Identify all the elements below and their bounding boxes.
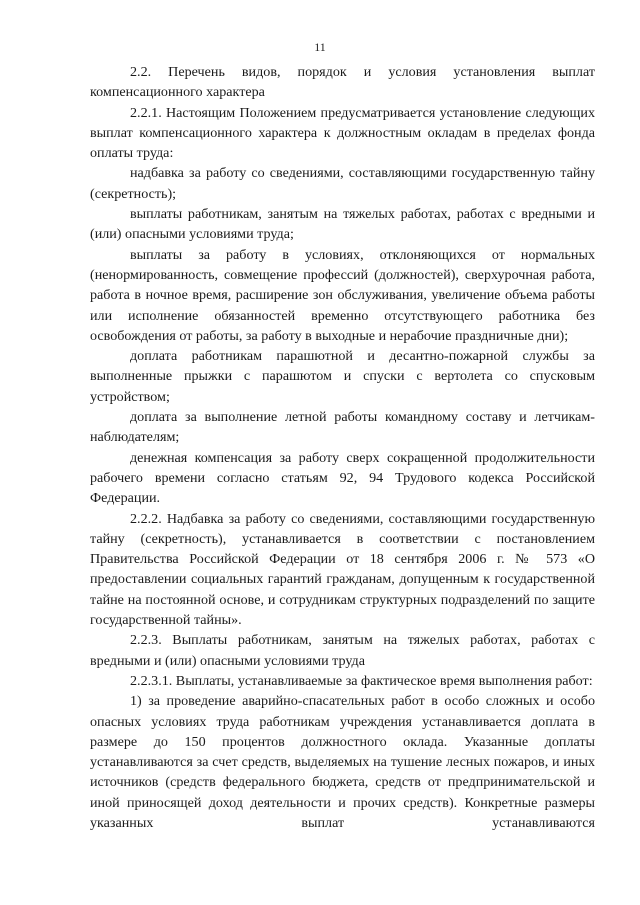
paragraph-2-2-1: 2.2.1. Настоящим Положением предусматривается установление следующих выплат компенсационного характера к должностным окладам в пределах фонда оплаты труда:: [90, 104, 595, 162]
list-item-hazardous-work-payments: выплаты работникам, занятым на тяжелых работах, работах с вредными и (или) опасными условиями труда;: [90, 206, 595, 243]
list-item-reduced-hours-compensation: денежная компенсация за работу сверх сокращенной продолжительности рабочего времени согласно статьям 92, 94 Трудового кодекса Российской Федерации.: [90, 449, 595, 507]
list-item-flight-work-payment: доплата за выполнение летной работы командному составу и летчикам-наблюдателям;: [90, 409, 595, 446]
section-heading-2-2: 2.2. Перечень видов, порядок и условия установления выплат компенсационного характера: [90, 64, 595, 101]
list-item-abnormal-conditions-payments: выплаты за работу в условиях, отклоняющихся от нормальных (ненормированность, совмещение профессий (должностей), сверхурочная работа, работа в ночное время, расширение зон обслуживания, увеличение объема работы или исполнение обязанностей временно отсутствующего работника без освобождения от работы, за работу в выходные и нерабочие праздничные дни);: [90, 246, 595, 344]
page-number: 11: [314, 40, 326, 54]
document-body: [90, 62, 595, 833]
list-item-parachute-service-payment: доплата работникам парашютной и десантно-пожарной службы за выполненные прыжки с парашютом и спуски с вертолета со спусковым устройством;: [90, 348, 595, 405]
paragraph-2-2-2: 2.2.2. Надбавка за работу со сведениями, составляющими государственную тайну (секретность), устанавливается в соответствии с постановлением Правительства Российской Федерации от 18 сентября 2006 г. № 573 «О предоставлении социальных гарантий гражданам, допущенным к государственной тайне на постоянной основе, и сотрудникам структурных подразделений по защите государственной тайны».: [90, 510, 595, 629]
list-item-secrecy-allowance: надбавка за работу со сведениями, составляющими государственную тайну (секретность);: [90, 165, 595, 202]
paragraph-2-2-3-1: 2.2.3.1. Выплаты, устанавливаемые за фактическое время выполнения работ:: [130, 672, 593, 689]
paragraph-item-1: 1) за проведение аварийно-спасательных работ в особо сложных и особо опасных условиях труда работникам учреждения устанавливается доплата в размере до 150 процентов должностного оклада. Указанные доплаты устанавливаются за счет средств, выделяемых на тушение лесных пожаров, и иных источников (средств федерального бюджета, средств от предпринимательской и иной приносящей доход деятельности и прочих средств). Конкретные размеры указанных выплат устанавливаются: [90, 693, 595, 831]
section-heading-2-2-3: 2.2.3. Выплаты работникам, занятым на тяжелых работах, работах с вредными и (или) опасными условиями труда: [90, 632, 595, 669]
